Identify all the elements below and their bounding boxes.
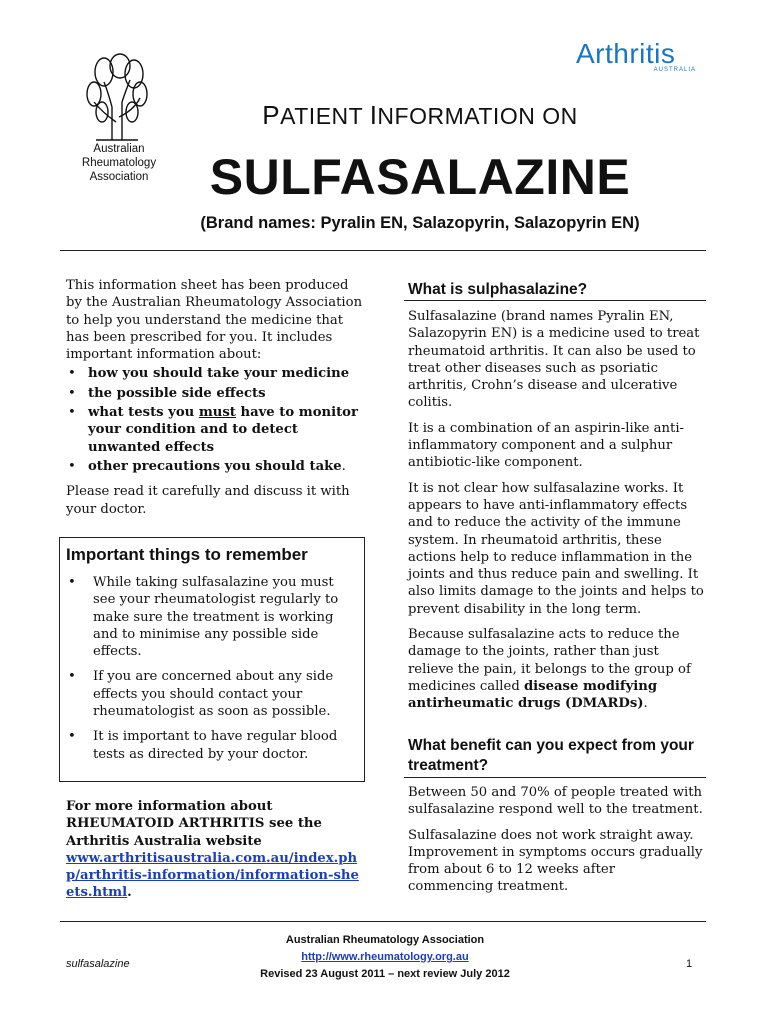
- heading-rule: [404, 300, 706, 301]
- intro-section: [66, 277, 366, 518]
- footer-drug-name: sulfasalazine: [66, 958, 130, 970]
- bullet4-text: other precautions you should take: [88, 458, 342, 474]
- heading-rule: [404, 777, 706, 778]
- intro-bullet: • the possible side effects: [66, 385, 366, 402]
- footer-divider: [60, 921, 706, 922]
- p4-post: .: [643, 696, 648, 712]
- ara-tree-logo-icon: [82, 52, 152, 142]
- p4-bold: disease modifying antirheumatic drugs (DMARDs): [408, 678, 658, 712]
- important-list: [68, 574, 356, 771]
- heading-benefit: What benefit can you expect from your treatment?: [408, 737, 694, 774]
- intro-bullet: • how you should take your medicine: [66, 365, 366, 382]
- footer-url-link[interactable]: http://www.rheumatology.org.au: [301, 951, 469, 963]
- important-box: [59, 537, 365, 782]
- intro-bullet: [66, 404, 366, 456]
- arthritis-australia-link[interactable]: www.arthritisaustralia.com.au/index.php/arthritis-information/information-sheets.html: [66, 850, 359, 901]
- bullet3-pre: what tests you: [88, 405, 199, 421]
- arthritis-australia-logo: [572, 38, 702, 74]
- ara-name: Australian Rheumatology Association: [81, 143, 157, 183]
- page-title: SULFASALAZINE: [209, 149, 631, 205]
- heading-what-is: What is sulphasalazine?: [408, 281, 588, 298]
- important-item: • It is important to have regular blood tests as directed by your doctor.: [68, 728, 356, 763]
- benefit-body: [408, 784, 704, 904]
- bullet3-underlined: must: [198, 405, 236, 421]
- bullet3-post: have to monitor your condition and to detect unwanted effects: [88, 405, 358, 455]
- footer-org-name: Australian Rheumatology Association: [285, 934, 485, 946]
- important-item: • If you are concerned about any side effects you should contact your rheumatologist as soon as possible.: [68, 668, 356, 720]
- brand-names: (Brand names: Pyralin EN, Salazopyrin, Salazopyrin EN): [200, 214, 640, 232]
- what-is-paragraph: [408, 626, 704, 712]
- what-is-paragraph: It is not clear how sulfasalazine works. It appears to have anti-inflammatory effects and to reduce the activity of the immune system. In rheumatoid arthritis, these actions help to reduce inflammation in the joints and thus reduce pain and swelling. It also limits damage to the joints and helps to prevent disability in the long term.: [408, 480, 704, 617]
- more-info-tail: .: [127, 885, 132, 901]
- more-info-section: [66, 798, 366, 902]
- intro-bullets: [66, 365, 366, 475]
- title-rest-2: NFORMATION ON: [377, 103, 578, 129]
- title-cap-p: P: [262, 100, 281, 130]
- arthritis-logo-sub: AUSTRALIA: [653, 67, 696, 73]
- header-divider: [60, 250, 706, 251]
- intro-bullet: [66, 458, 366, 475]
- bullet4-tail: .: [341, 458, 346, 474]
- title-patient-information: [170, 100, 670, 131]
- title-cap-i: I: [369, 100, 378, 130]
- important-item: • While taking sulfasalazine you must see your rheumatologist regularly to make sure the treatment is working and to minimise any possible side effects.: [68, 574, 356, 660]
- intro-closing: Please read it carefully and discuss it with your doctor.: [66, 484, 350, 517]
- p4-pre: Because sulfasalazine acts to reduce the damage to the joints, rather than just relieve the pain, it belongs to the group of medicines called: [408, 627, 691, 694]
- what-is-body: [408, 308, 704, 721]
- intro-text: This information sheet has been produced by the Australian Rheumatology Association to help you understand the medicine that has been prescribed for you. It includes important information about:: [66, 278, 363, 363]
- footer-revised: Revised 23 August 2011 – next review July 2012: [260, 968, 510, 980]
- what-is-paragraph: It is a combination of an aspirin-like anti-inflammatory component and a sulphur antibiotic-like component.: [408, 420, 684, 471]
- what-is-paragraph: Sulfasalazine (brand names Pyralin EN, Salazopyrin EN) is a medicine used to treat rheumatoid arthritis. It can also be used to treat other diseases such as psoriatic arthritis, Crohn’s disease and ulcerative colitis.: [408, 309, 700, 411]
- arthritis-logo-text: Arthritis: [576, 38, 676, 69]
- benefit-paragraph: Between 50 and 70% of people treated with sulfasalazine respond well to the treatment.: [408, 785, 703, 818]
- benefit-paragraph: Sulfasalazine does not work straight away. Improvement in symptoms occurs gradually from about 6 to 12 weeks after commencing treatment.: [408, 827, 703, 895]
- important-title: Important things to remember: [66, 545, 308, 564]
- page-number: 1: [686, 958, 693, 970]
- title-rest-1: ATIENT: [280, 103, 370, 129]
- more-info-text: For more information about RHEUMATOID ARTHRITIS see the Arthritis Australia website: [66, 799, 322, 849]
- footer-org-block: [190, 932, 580, 983]
